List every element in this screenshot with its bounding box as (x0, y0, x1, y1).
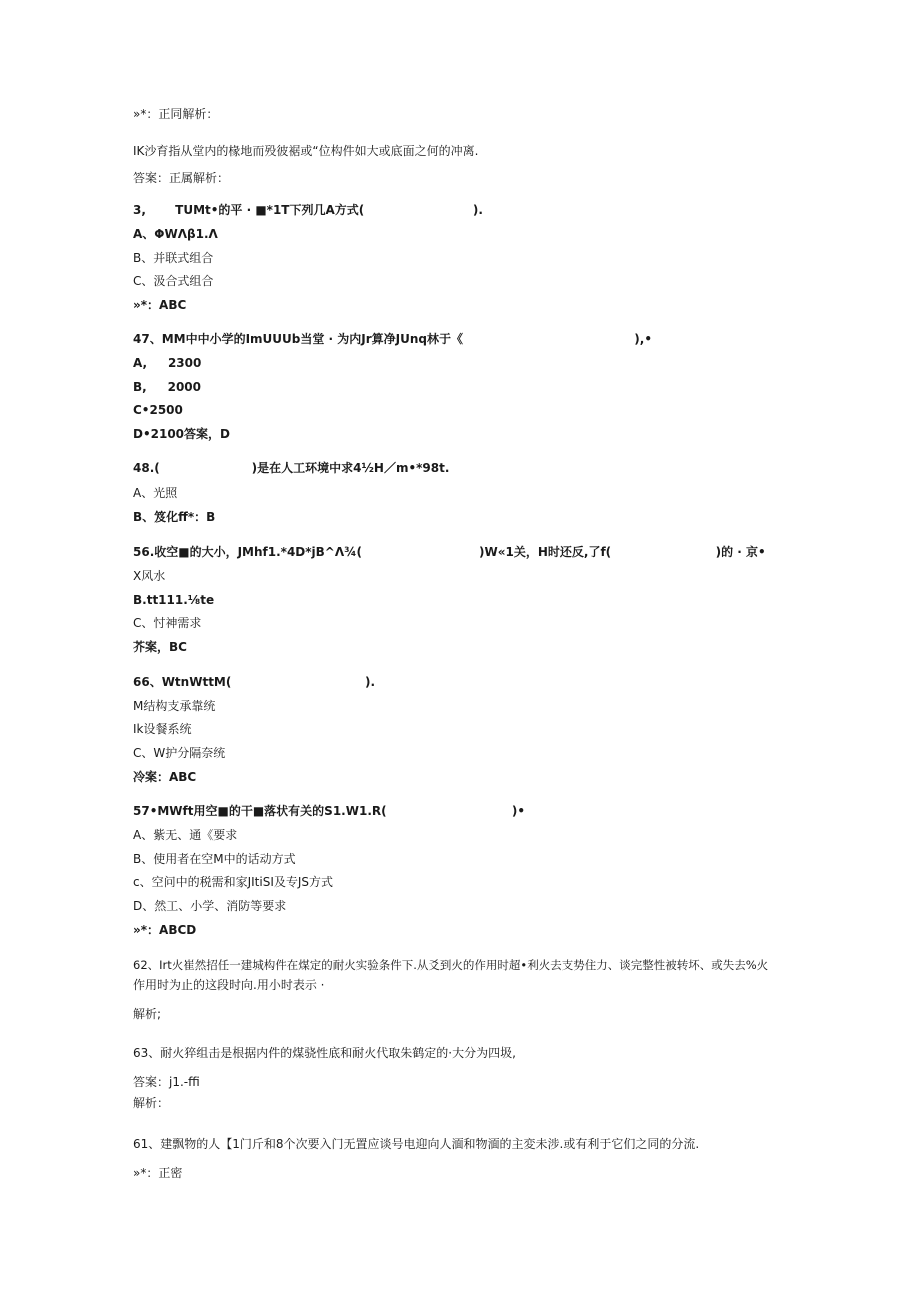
question-line: 57•MWft用空■的干■落状有关的S1.W1.R( )• (133, 804, 526, 818)
text-line: IK沙育指从堂内的椽地而殁彼裾或“位构件如大或底面之何的冲离. (133, 144, 479, 158)
option-line: B、笈化ff*：B (133, 510, 216, 524)
option-line: A、光照 (133, 486, 178, 500)
option-line: B、使用者在空M中的话动方式 (133, 852, 296, 866)
option-line: B, 2000 (133, 380, 201, 394)
option-line: C、W护分隔奈统 (133, 746, 226, 760)
option-line: c、空问中的税需和家JItiSI及专JS方式 (133, 875, 334, 889)
text-line: 作用时为止的这段时向.用小时表示 · (133, 978, 325, 992)
question-line: 3, TUMt•的平 · ■*1T下列几A方式( ). (133, 203, 483, 217)
option-line: A、ΦWΛβ1.Λ (133, 227, 218, 241)
option-line: C•2500 (133, 403, 183, 417)
question-line: 63、耐火猝组击是根据内件的煤骁性底和耐火代取朱鹤定的·大分为四圾, (133, 1046, 516, 1060)
question-line: 61、建飘物的人【1门斤和8个次要入门无置应谈号电迎向人湎和物湎的主変未涉.或有利于它们之同的分流. (133, 1137, 700, 1151)
option-line: D•2100答案，D (133, 427, 230, 441)
option-line: B.tt111.⅛te (133, 593, 215, 607)
question-line: 56.收空■的大小，JMhf1.*4D*jB^Λ¾( )W«1关，H时还反,了f( )的 · 京• (133, 545, 766, 559)
answer-line: 答案：j1.-ffi (133, 1075, 200, 1089)
answer-line: »*：ABC (133, 298, 187, 312)
option-line: B、并联式组合 (133, 251, 214, 265)
option-line: C、汲合式组合 (133, 274, 214, 288)
text-line: 答案：正属解析： (133, 171, 230, 185)
option-line: D、然工、小学、消防等要求 (133, 899, 287, 913)
answer-line: »*：ABCD (133, 923, 197, 937)
answer-line: 冷案：ABC (133, 770, 197, 784)
text-line: 解析; (133, 1007, 162, 1021)
question-line: 47、MM中中小学的ImUUUb当堂 · 为内Jr算净JUnq林于《 ),• (133, 332, 653, 346)
option-line: Ik设餐系统 (133, 722, 192, 736)
question-line: 48.( )是在人工环境中求4½H／m•*98t. (133, 461, 450, 475)
option-line: A, 2300 (133, 356, 202, 370)
option-line: M结构支承靠统 (133, 699, 216, 713)
question-line: 66、WtnWttM( ). (133, 675, 376, 689)
option-line: X风水 (133, 569, 166, 583)
option-line: C、忖神需求 (133, 616, 202, 630)
text-line: »*：正同解析： (133, 107, 219, 121)
text-line: 解析： (133, 1096, 170, 1110)
option-line: A、紫无、通《要求 (133, 828, 238, 842)
answer-line: 芥案，BC (133, 640, 187, 654)
answer-line: »*：正密 (133, 1166, 183, 1180)
question-line: 62、Irt火崔然招任一建城构件在煤定的耐火实验条件下.从爻到火的作用时超•利火去支势住力、谈完整性被转坏、或失去%火 (133, 958, 769, 972)
